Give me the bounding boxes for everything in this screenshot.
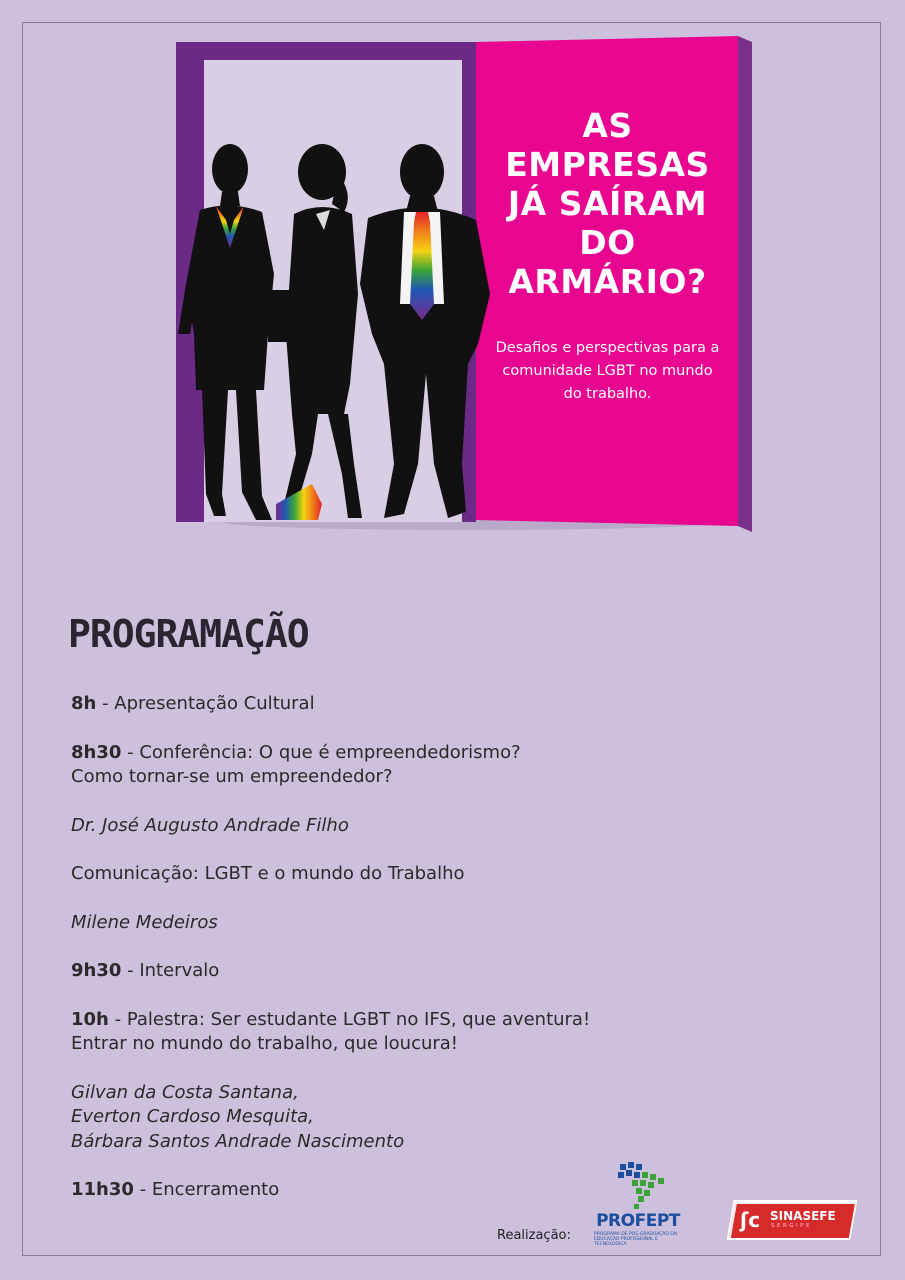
item-text-line2: Como tornar-se um empreendedor?: [71, 766, 393, 787]
poster-subtitle: [488, 337, 728, 406]
item-text: - Intervalo: [121, 960, 220, 981]
program-heading: PROGRAMAÇÃO: [68, 612, 309, 656]
program-item: [71, 1008, 771, 1033]
folder-icon: [268, 290, 306, 342]
item-text: - Conferência: O que é empreendedorismo?: [121, 741, 521, 763]
title-line: JÁ SAÍRAM: [507, 184, 708, 223]
speaker-name: Everton Cardoso Mesquita,: [71, 1106, 314, 1127]
item-text: - Encerramento: [133, 1179, 280, 1200]
door-panel-text: [476, 38, 739, 524]
poster-title: [476, 106, 739, 301]
item-text: - Palestra: Ser estudante LGBT no IFS, que aventura!: [108, 1008, 591, 1030]
title-line: AS: [582, 106, 633, 145]
item-text-line2: Entrar no mundo do trabalho, que loucura!: [71, 1033, 459, 1054]
hero-illustration: [172, 34, 758, 536]
profept-logo: [592, 1160, 684, 1246]
program-item: [71, 741, 771, 766]
title-line: EMPRESAS: [505, 145, 710, 184]
sinasefe-subtitle: SERGIPE: [771, 1223, 812, 1229]
sinasefe-icon: ʃc: [740, 1208, 761, 1232]
item-time: 8h: [71, 693, 97, 714]
profept-name: PROFEPT: [596, 1211, 680, 1231]
program-item: [71, 692, 771, 717]
item-text: - Apresentação Cultural: [96, 693, 315, 714]
program-item: [71, 959, 771, 984]
sinasefe-logo: [730, 1200, 854, 1240]
subtitle-line: comunidade LGBT no mundo: [502, 363, 713, 379]
speaker-name: Gilvan da Costa Santana,: [71, 1081, 299, 1103]
title-line: ARMÁRIO?: [508, 262, 707, 301]
item-time: 9h30: [71, 960, 122, 981]
speaker-name: Bárbara Santos Andrade Nascimento: [71, 1130, 405, 1152]
profept-subtitle: PROGRAMA DE PÓS-GRADUAÇÃO EM EDUCAÇÃO PROFISSIONAL E TECNOLÓGICA: [594, 1232, 678, 1247]
subtitle-line: do trabalho.: [563, 386, 652, 402]
speaker-name: Dr. José Augusto Andrade Filho: [71, 814, 349, 836]
item-time: 11h30: [71, 1179, 134, 1200]
sinasefe-name: SINASEFE: [770, 1209, 836, 1223]
brazil-map-icon: [592, 1160, 684, 1212]
item-time: 10h: [71, 1008, 109, 1030]
item-time: 8h30: [71, 741, 122, 763]
subtitle-line: Desafios e perspectivas para a: [495, 340, 720, 356]
speaker-name: Milene Medeiros: [71, 911, 218, 933]
title-line: DO: [579, 223, 636, 262]
realizacao-label: Realização:: [497, 1228, 571, 1243]
program-list: [71, 692, 771, 1203]
program-item: Comunicação: LGBT e o mundo do Trabalho: [71, 863, 465, 884]
